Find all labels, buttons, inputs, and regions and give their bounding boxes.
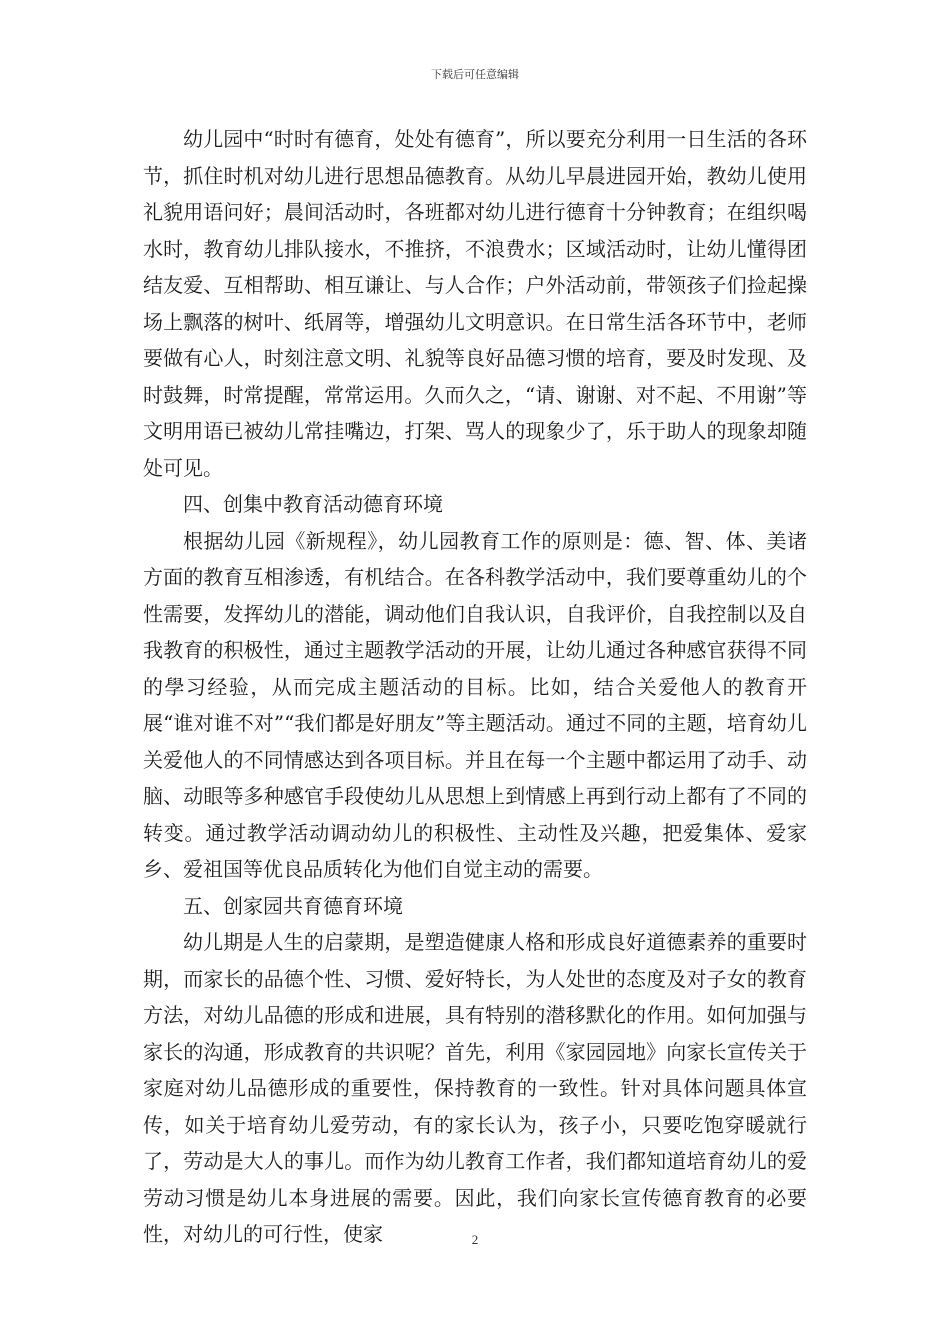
body-paragraph: 幼儿期是人生的启蒙期，是塑造健康人格和形成良好道德素养的重要时期，而家长的品德个性、习惯、爱好特长，为人处世的态度及对子女的教育方法，对幼儿品德的形成和进展，具有特别的潜移默化的作用。如何加强与家长的沟通，形成教育的共识呢？首先，利用《家园园地》向家长宣传关于家庭对幼儿品德形成的重要性，保持教育的一致性。针对具体问题具体宣传，如关于培育幼儿爱劳动，有的家长认为，孩子小，只要吃饱穿暖就行了，劳动是大人的事儿。而作为幼儿教育工作者，我们都知道培育幼儿的爱劳动习惯是幼儿本身进展的需要。因此，我们向家长宣传德育教育的必要性，对幼儿的可行性，使家 (143, 930, 807, 1246)
body-paragraph: 幼儿园中“时时有德育，处处有德育”，所以要充分利用一日生活的各环节，抓住时机对幼儿进行思想品德教育。从幼儿早晨进园开始，教幼儿使用礼貌用语问好；晨间活动时，各班都对幼儿进行德育十分钟教育；在组织喝水时，教育幼儿排队接水，不推挤，不浪费水；区域活动时，让幼儿懂得团结友爱、互相帮助、相互谦让、与人合作；户外活动前，带领孩子们捡起操场上飘落的树叶、纸屑等，增强幼儿文明意识。在日常生活各环节中，老师要做有心人，时刻注意文明、礼貌等良好品德习惯的培育，要及时发现、及时鼓舞，时常提醒，常常运用。久而久之，“请、谢谢、对不起、不用谢”等文明用语已被幼儿常挂嘴边，打架、骂人的现象少了，乐于助人的现象却随处可见。 (143, 127, 807, 480)
document-body (143, 121, 807, 1253)
page-header-note: 下载后可任意编辑 (431, 68, 519, 81)
page-number: 2 (471, 1232, 479, 1247)
section-heading: 四、创集中教育活动德育环境 (183, 492, 443, 516)
section-heading: 五、创家园共育德育环境 (183, 893, 403, 918)
body-paragraph: 根据幼儿园《新规程》，幼儿园教育工作的原则是：德、智、体、美诸方面的教育互相渗透，有机结合。在各科教学活动中，我们要尊重幼儿的个性需要，发挥幼儿的潜能，调动他们自我认识，自我评价，自我控制以及自我教育的积极性，通过主题教学活动的开展，让幼儿通过各种感官获得不同的學习经验，从而完成主题活动的目标。比如，结合关爱他人的教育开展“谁对谁不对”“我们都是好朋友”等主题活动。通过不同的主题，培育幼儿关爱他人的不同情感达到各项目标。并且在每一个主题中都运用了动手、动脑、动眼等多种感官手段使幼儿从思想上到情感上再到行动上都有了不同的转变。通过教学活动调动幼儿的积极性、主动性及兴趣，把爱集体、爱家乡、爱祖国等优良品质转化为他们自觉主动的需要。 (143, 528, 807, 881)
